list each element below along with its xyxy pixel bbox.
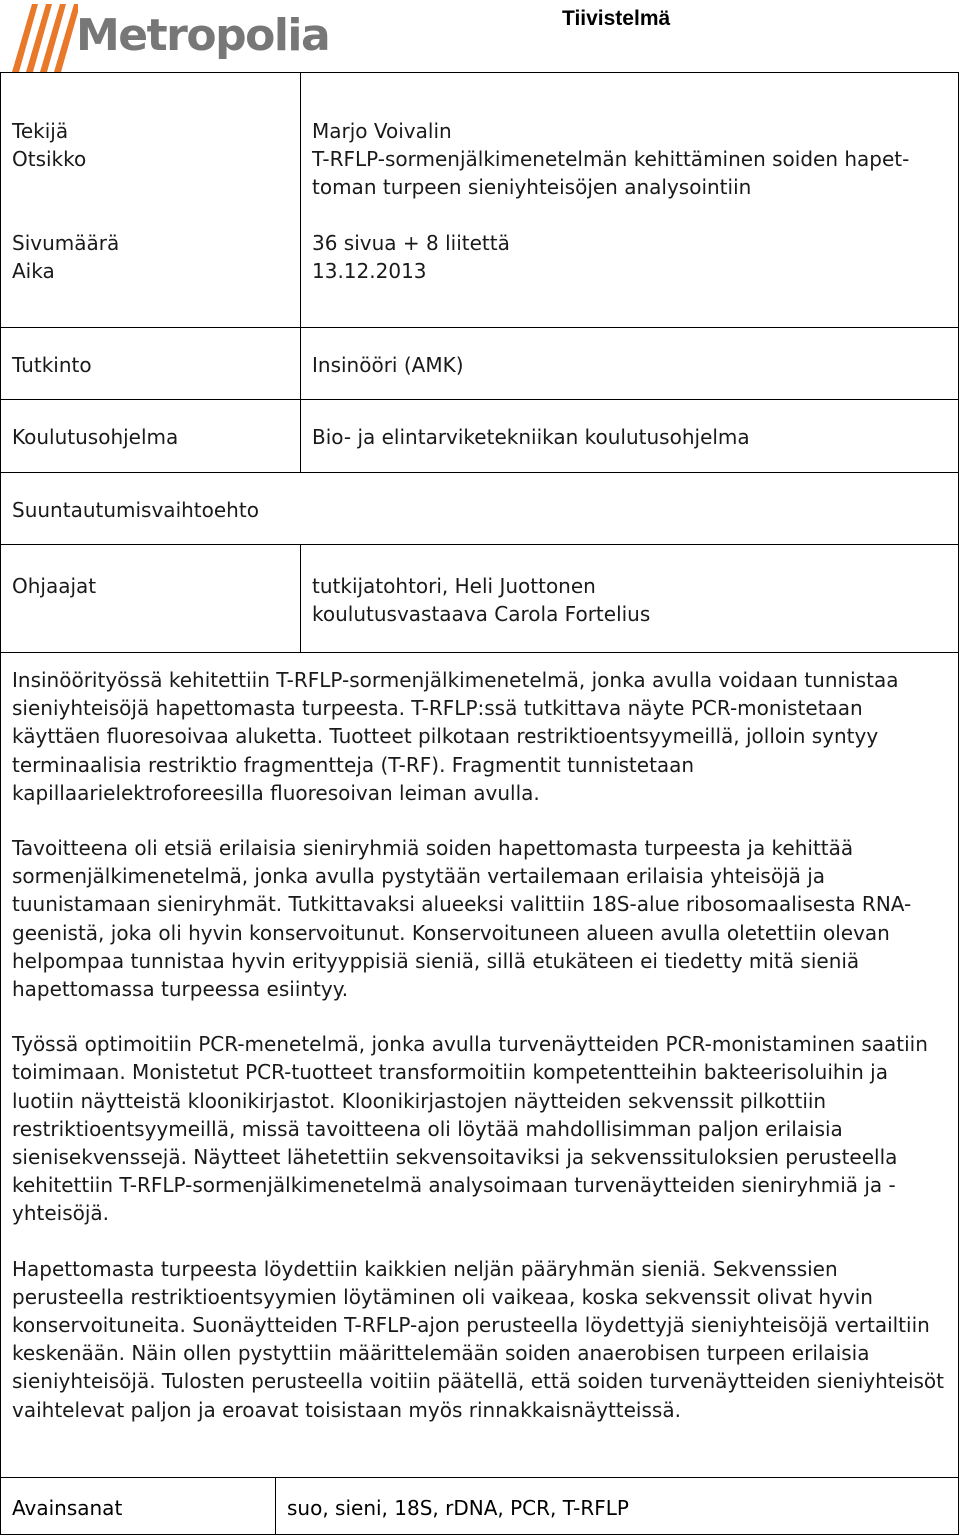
keywords-label: Avainsanat [12,1496,123,1520]
column-divider [275,1477,276,1535]
abstract-body [12,666,947,1451]
date-value: 13.12.2013 [312,259,427,283]
column-divider [300,73,301,327]
programme-label: Koulutusohjelma [12,425,179,449]
document-type-title: Tiivistelmä [562,7,671,30]
title-value-line1: T-RFLP-sormenjälkimenetelmän kehittäminen soiden hapet- [312,147,910,171]
logo-text: Metropolia [76,10,330,61]
abstract-paragraph: Tavoitteena oli etsiä erilaisia sieniryhmiä soiden hapettomasta turpeesta ja kehittää sormenjälkimenetelmä, jonka avulla pystytään vertailemaan erilaisia yhteisöjä ja tuunistamaan sieniryhmät. Tutkittavaksi alueeksi valittiin 18S-alue ribosomaalisesta RNA-geenistä, joka oli hyvin konservoitunut. Konservoituneen alueen avulla oletettiin olevan helpompaa tunnistaa hyvin erityyppisiä sieniä, sillä etukäteen ei tiedetty mitä sieniä hapettomassa turpeessa esiintyy. [12,836,912,1002]
divider [1,327,958,328]
title-label: Otsikko [12,147,87,171]
divider [1,544,958,545]
degree-label: Tutkinto [12,353,92,377]
programme-value: Bio- ja elintarviketekniikan koulutusohjelma [312,425,750,449]
divider [1,1477,958,1478]
author-value: Marjo Voivalin [312,119,452,143]
divider [1,652,958,653]
abstract-paragraph: Insinöörityössä kehitettiin T-RFLP-sormenjälkimenetelmä, jonka avulla voidaan tunnistaa sieniyhteisöjä hapettomasta turpeesta. T-RFLP:ssä tutkittava näyte PCR-monistetaan käyttäen fluoresoivaa aluketta. Tuotteet pilkotaan restriktioentsyymeillä, jolloin syntyy terminaalisia restriktio fragmentteja (T-RF). Fragmentit tunnistetaan kapillaarielektroforeesilla fluoresoivan leiman avulla. [12,668,899,805]
date-label: Aika [12,259,55,283]
supervisors-label: Ohjaajat [12,574,97,598]
degree-value: Insinööri (AMK) [312,353,464,377]
supervisor-2: koulutusvastaava Carola Fortelius [312,602,651,626]
pages-label: Sivumäärä [12,231,120,255]
pages-value: 36 sivua + 8 liitettä [312,231,510,255]
abstract-paragraph: Työssä optimoitiin PCR-menetelmä, jonka avulla turvenäytteiden PCR-monistaminen saatiin toimimaan. Monistetut PCR-tuotteet transformoitiin kompetentteihin bakteerisoluihin ja luotiin näytteistä kloonikirjastot. Kloonikirjastojen näytteiden sekvenssit pilkottiin restriktioentsyymeillä, missä tavoitteena oli löytää mahdollisimman paljon erilaisia sienisekvenssejä. Näytteet lähetettiin sekvensoitaviksi ja sekvenssituloksien perusteella kehitettiin T-RFLP-sormenjälkimenetelmä analysoimaan turvenäytteiden sieniryhmiä ja -yhteisöjä. [12,1032,928,1226]
divider [1,472,958,473]
keywords-value: suo, sieni, 18S, rDNA, PCR, T-RFLP [287,1496,629,1520]
divider [1,399,958,400]
supervisor-1: tutkijatohtori, Heli Juottonen [312,574,596,598]
column-divider [300,327,301,472]
author-label: Tekijä [12,119,69,143]
column-divider [300,544,301,652]
metropolia-logo [8,0,330,72]
title-value-line2: toman turpeen sieniyhteisöjen analysointiin [312,175,752,199]
logo-stripes-icon [8,2,78,72]
specialisation-label: Suuntautumisvaihtoehto [12,498,259,522]
abstract-paragraph: Hapettomasta turpeesta löydettiin kaikkien neljän pääryhmän sieniä. Sekvenssien perusteella restriktioentsyymien löytäminen oli vaikeaa, koska sekvenssit olivat hyvin konservoituneita. Suonäytteiden T-RFLP-ajon perusteella löydettyjä sieniyhteisöjä vertailtiin keskenään. Näin ollen pystyttiin määrittelemään soiden anaerobisen turpeen erilaisia sieniyhteisöjä. Tulosten perusteella voitiin päätellä, että soiden turvenäytteiden sieniyhteisöt vaihtelevat paljon ja eroavat toisistaan myös rinnakkaisnäytteissä. [12,1256,945,1422]
